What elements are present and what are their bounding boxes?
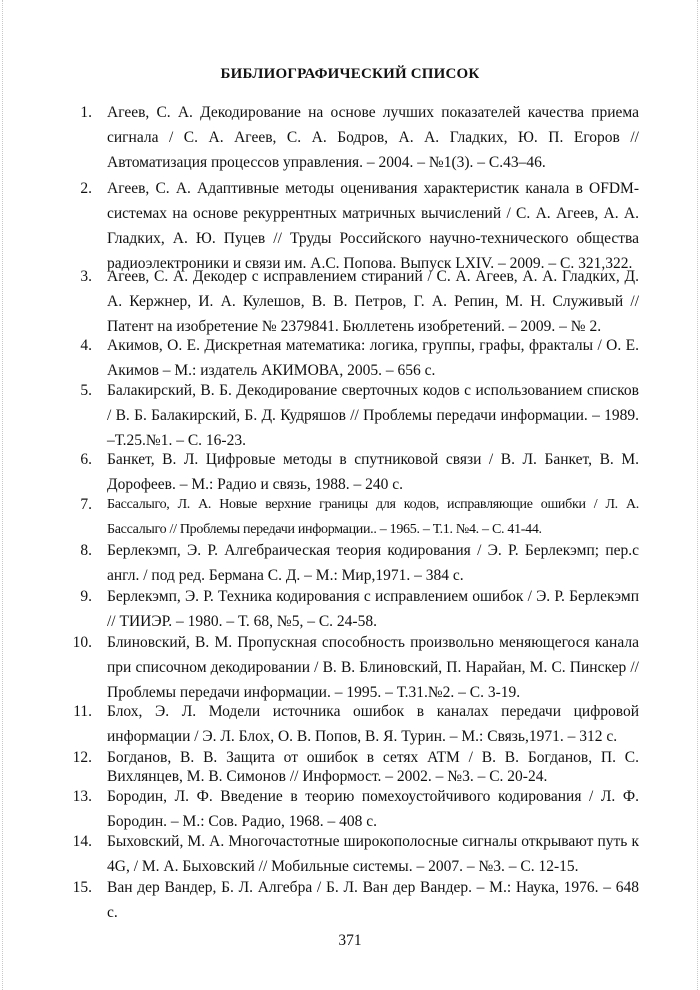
entry-text: Агеев, С. А. Декодирование на основе лучших показателей качества приема сигнала / С. А. Агеев, С. А. Бодров, А. А. Гладких, Ю. П. Егоров // Автоматизация процессов управления. – 2004. – №1(3). – С.43–46. xyxy=(107,104,639,171)
entry-number: 9. xyxy=(80,588,92,605)
entry-number: 10. xyxy=(72,634,92,651)
left-page-edge xyxy=(2,0,3,990)
entry-number: 13. xyxy=(72,788,92,805)
entry-text: Агеев, С. А. Адаптивные методы оценивания характеристик канала в OFDM-системах на основе рекуррентных матричных вычислений / С. А. Агеев, А. А. Гладких, А. Ю. Пуцев // Труды Российского научно-технического общества радиоэлектроники и связи им. А.С. Попова. Выпуск LXIV. – 2009. – С. 321,322. xyxy=(107,180,639,272)
entry-number: 6. xyxy=(80,451,92,468)
entry-text: Блох, Э. Л. Модели источника ошибок в каналах передачи цифровой информации / Э. Л. Блох, О. В. Попов, В. Я. Турин. – М.: Связь,1971. – 312 с. xyxy=(107,703,639,745)
entry-text: Банкет, В. Л. Цифровые методы в спутниковой связи / В. Л. Банкет, В. М. Дорофеев. – М.: Радио и связь, 1988. – 240 с. xyxy=(107,451,639,493)
entry-text: Богданов, В. В. Защита от ошибок в сетях ATM / В. В. Богданов, П. С. Вихлянцев, М. В. Симонов // Информост. – 2002. – №3. – С. 20-24. xyxy=(107,749,639,785)
entry-text: Блиновский, В. М. Пропускная способность произвольно меняющегося канала при списочном декодировании / В. В. Блиновский, П. Нарайан, М. С. Пинскер // Проблемы передачи информации. – 1995. – Т.31.№2. – С. 3-19. xyxy=(107,634,639,701)
entry-text: Берлекэмп, Э. Р. Техника кодирования с исправлением ошибок / Э. Р. Берлекэмп // ТИИЭР. – 1980. – Т. 68, №5, – С. 24-58. xyxy=(107,588,639,630)
entry-text: Балакирский, В. Б. Декодирование сверточных кодов с использованием списков / В. Б. Балакирский, Б. Д. Кудряшов // Проблемы передачи информации. – 1989. –Т.25.№1. – С. 16-23. xyxy=(107,382,639,449)
entry-number: 3. xyxy=(80,268,92,285)
entry-text: Быховский, М. А. Многочастотные широкополосные сигналы открывают путь к 4G, / М. А. Быховский // Мобильные системы. – 2007. – №3. – С. 12-15. xyxy=(107,833,639,875)
page-number: 371 xyxy=(338,932,362,949)
entry-text: Ван дер Вандер, Б. Л. Алгебра / Б. Л. Ван дер Вандер. – М.: Наука, 1976. – 648 с. xyxy=(107,879,639,921)
bibliography-title: БИБЛИОГРАФИЧЕСКИЙ СПИСОК xyxy=(220,66,480,82)
entry-number: 8. xyxy=(80,542,92,559)
entry-number: 15. xyxy=(72,879,92,896)
entry-text: Берлекэмп, Э. Р. Алгебраическая теория кодирования / Э. Р. Берлекэмп; пер.с англ. / под ред. Бермана С. Д. – М.: Мир,1971. – 384 с. xyxy=(107,542,639,584)
entry-number: 14. xyxy=(72,833,92,850)
right-page-edge xyxy=(697,0,698,990)
entry-text: Бородин, Л. Ф. Введение в теорию помехоустойчивого кодирования / Л. Ф. Бородин. – М.: Сов. Радио, 1968. – 408 с. xyxy=(107,788,639,830)
entry-text: Агеев, С. А. Декодер с исправлением стираний / С. А. Агеев, А. А. Гладких, Д. А. Кержнер, И. А. Кулешов, В. В. Петров, Г. А. Репин, М. Н. Служивый // Патент на изобретение № 2379841. Бюллетень изобретений. – 2009. – № 2. xyxy=(107,268,639,335)
entry-number: 11. xyxy=(73,703,92,720)
entry-number: 12. xyxy=(72,749,92,766)
entry-text: Бассалыго, Л. А. Новые верхние границы для кодов, исправляющие ошибки / Л. А. Бассалыго // Проблемы передачи информации.. – 1965. – Т.1. №4. – С. 41-44. xyxy=(107,497,639,537)
entry-number: 4. xyxy=(80,337,92,354)
entry-number: 7. xyxy=(80,496,92,513)
entry-number: 1. xyxy=(80,104,92,121)
entry-number: 2. xyxy=(80,180,92,197)
entry-text: Акимов, О. Е. Дискретная математика: логика, группы, графы, фракталы / О. Е. Акимов – М.: издатель АКИМОВА, 2005. – 656 с. xyxy=(107,337,639,379)
entry-number: 5. xyxy=(80,382,92,399)
